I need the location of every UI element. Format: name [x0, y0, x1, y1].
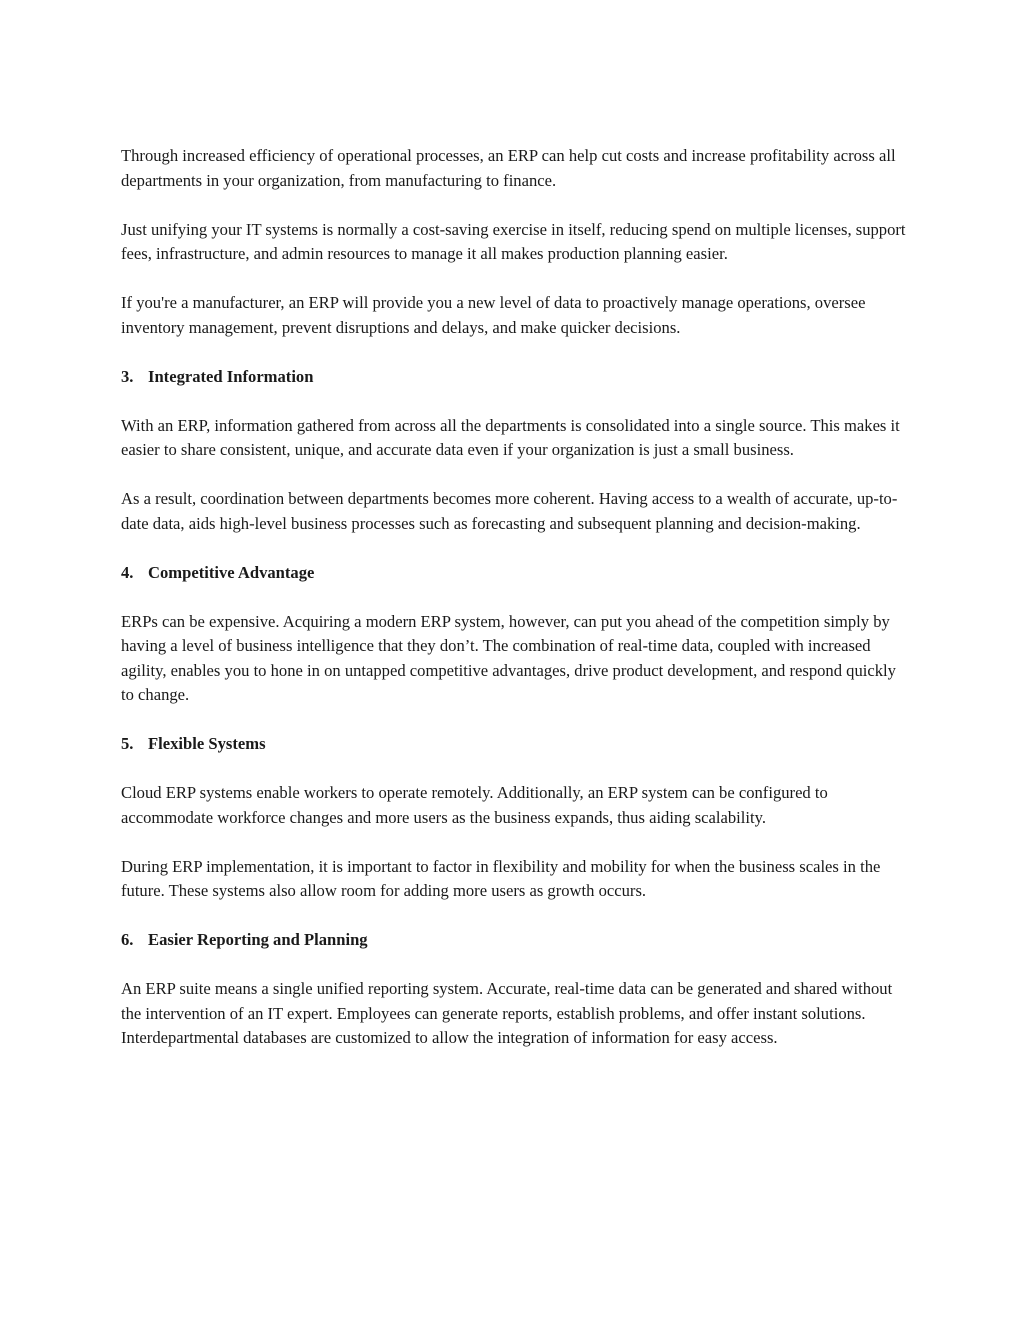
- paragraph: During ERP implementation, it is important to factor in flexibility and mobility for when the business scales in the future. These systems also allow room for adding more users as growth occurs.: [121, 856, 881, 900]
- paragraph: ERPs can be expensive. Acquiring a modern ERP system, however, can put you ahead of the competition simply by having a level of business intelligence that they don’t. The combination of real-time data, coupled with increased agility, enables you to hone in on untapped competitive advantages, drive product development, and respond quickly to change.: [121, 611, 896, 704]
- section-title: Competitive Advantage: [148, 562, 315, 582]
- paragraph: With an ERP, information gathered from across all the departments is consolidated into a single source. This makes it easier to share consistent, unique, and accurate data even if your organization is just a small business.: [121, 415, 900, 459]
- section-heading: [121, 732, 911, 757]
- paragraph: Just unifying your IT systems is normally a cost-saving exercise in itself, reducing spend on multiple licenses, support fees, infrastructure, and admin resources to manage it all makes production planning easier.: [121, 219, 906, 263]
- section-heading: [121, 365, 911, 390]
- paragraph: As a result, coordination between departments becomes more coherent. Having access to a wealth of accurate, up-to-date data, aids high-level business processes such as forecasting and subsequent planning and decision-making.: [121, 489, 898, 533]
- section-title: Flexible Systems: [148, 734, 266, 753]
- section-heading: [121, 928, 911, 953]
- section-number: 4.: [121, 562, 134, 582]
- paragraph: An ERP suite means a single unified reporting system. Accurate, real-time data can be generated and shared without the intervention of an IT expert. Employees can generate reports, establish problems, and offer instant solutions. Interdepartmental databases are customized to allow the integration of information for easy access.: [121, 979, 893, 1047]
- section-title: Integrated Information: [148, 366, 314, 386]
- paragraph: If you're a manufacturer, an ERP will provide you a new level of data to proactively manage operations, oversee inventory management, prevent disruptions and delays, and make quicker decisions.: [121, 293, 866, 337]
- section-number: 3.: [121, 366, 134, 386]
- paragraph: Cloud ERP systems enable workers to operate remotely. Additionally, an ERP system can be configured to accommodate workforce changes and more users as the business expands, thus aiding scalability.: [121, 783, 828, 827]
- section-number: 6.: [121, 930, 134, 949]
- section-heading: [121, 561, 911, 586]
- paragraph: Through increased efficiency of operational processes, an ERP can help cut costs and increase profitability across all departments in your organization, from manufacturing to finance.: [121, 146, 896, 190]
- document-body: [121, 144, 911, 1075]
- section-title: Easier Reporting and Planning: [148, 930, 368, 949]
- section-number: 5.: [121, 734, 134, 753]
